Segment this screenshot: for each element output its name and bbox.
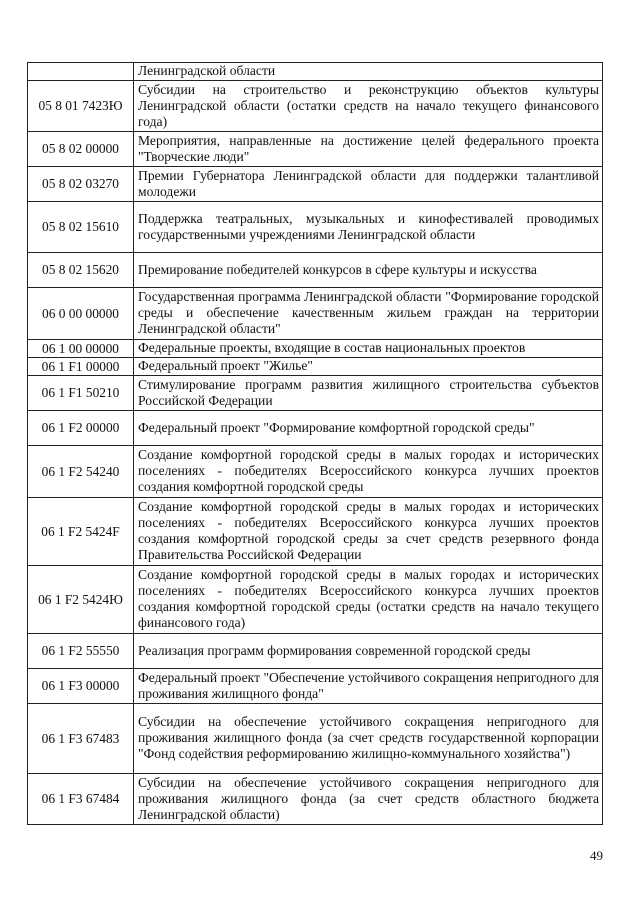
description-cell: Федеральные проекты, входящие в состав национальных проектов: [134, 340, 603, 358]
description-cell: Премии Губернатора Ленинградской области для поддержки талантливой молодежи: [134, 167, 603, 202]
code-cell: 06 1 F3 67483: [28, 704, 134, 774]
table-row: [28, 498, 603, 566]
code-cell: 06 1 F3 67484: [28, 774, 134, 825]
table-row: [28, 411, 603, 446]
description-cell: Мероприятия, направленные на достижение целей федерального проекта "Творческие люди": [134, 132, 603, 167]
budget-classification-table: [27, 62, 603, 825]
table-row: [28, 81, 603, 132]
description-cell: Реализация программ формирования современной городской среды: [134, 634, 603, 669]
table-row: [28, 446, 603, 498]
code-cell: 05 8 02 00000: [28, 132, 134, 167]
code-cell: 06 1 F2 00000: [28, 411, 134, 446]
table-row: [28, 566, 603, 634]
code-cell: 06 1 F1 50210: [28, 376, 134, 411]
description-cell: Федеральный проект "Формирование комфортной городской среды": [134, 411, 603, 446]
table-row: [28, 340, 603, 358]
description-cell: Субсидии на строительство и реконструкцию объектов культуры Ленинградской области (остатки средств на начало текущего финансового года): [134, 81, 603, 132]
table-row: [28, 669, 603, 704]
description-cell: Ленинградской области: [134, 63, 603, 81]
code-cell: 06 1 F2 5424Ю: [28, 566, 134, 634]
code-cell: 05 8 01 7423Ю: [28, 81, 134, 132]
code-cell: 06 1 00 00000: [28, 340, 134, 358]
page-number: 49: [590, 848, 603, 863]
table-row: [28, 704, 603, 774]
description-cell: Поддержка театральных, музыкальных и кинофестивалей проводимых государственными учреждениями Ленинградской области: [134, 202, 603, 253]
code-cell: 06 0 00 00000: [28, 288, 134, 340]
code-cell: 05 8 02 15620: [28, 253, 134, 288]
description-cell: Субсидии на обеспечение устойчивого сокращения непригодного для проживания жилищного фонда (за счет средств государственной корпорации "Фонд содействия реформированию жилищно-коммунального хозяйства"): [134, 704, 603, 774]
table-row: [28, 288, 603, 340]
table-row: [28, 358, 603, 376]
description-cell: Премирование победителей конкурсов в сфере культуры и искусства: [134, 253, 603, 288]
table-row: [28, 253, 603, 288]
code-cell: 06 1 F1 00000: [28, 358, 134, 376]
table-row: [28, 634, 603, 669]
code-cell: 06 1 F2 55550: [28, 634, 134, 669]
description-cell: Федеральный проект "Жилье": [134, 358, 603, 376]
table-row: [28, 202, 603, 253]
code-cell: 06 1 F3 00000: [28, 669, 134, 704]
description-cell: Государственная программа Ленинградской области "Формирование городской среды и обеспечение качественным жильем граждан на территории Ленинградской области": [134, 288, 603, 340]
description-cell: Создание комфортной городской среды в малых городах и исторических поселениях - победителях Всероссийского конкурса лучших проектов создания комфортной городской среды: [134, 446, 603, 498]
code-cell: 05 8 02 15610: [28, 202, 134, 253]
description-cell: Субсидии на обеспечение устойчивого сокращения непригодного для проживания жилищного фонда (за счет средств областного бюджета Ленинградской области): [134, 774, 603, 825]
code-cell: [28, 63, 134, 81]
description-cell: Стимулирование программ развития жилищного строительства субъектов Российской Федерации: [134, 376, 603, 411]
table-row: [28, 376, 603, 411]
table-row: [28, 132, 603, 167]
code-cell: 06 1 F2 5424F: [28, 498, 134, 566]
table-row: [28, 63, 603, 81]
description-cell: Федеральный проект "Обеспечение устойчивого сокращения непригодного для проживания жилищного фонда": [134, 669, 603, 704]
code-cell: 06 1 F2 54240: [28, 446, 134, 498]
code-cell: 05 8 02 03270: [28, 167, 134, 202]
table-row: [28, 774, 603, 825]
table-row: [28, 167, 603, 202]
description-cell: Создание комфортной городской среды в малых городах и исторических поселениях - победителях Всероссийского конкурса лучших проектов создания комфортной городской среды (остатки средств на начало текущего финансового года): [134, 566, 603, 634]
description-cell: Создание комфортной городской среды в малых городах и исторических поселениях - победителях Всероссийского конкурса лучших проектов создания комфортной городской среды за счет средств резервного фонда Правительства Российской Федерации: [134, 498, 603, 566]
